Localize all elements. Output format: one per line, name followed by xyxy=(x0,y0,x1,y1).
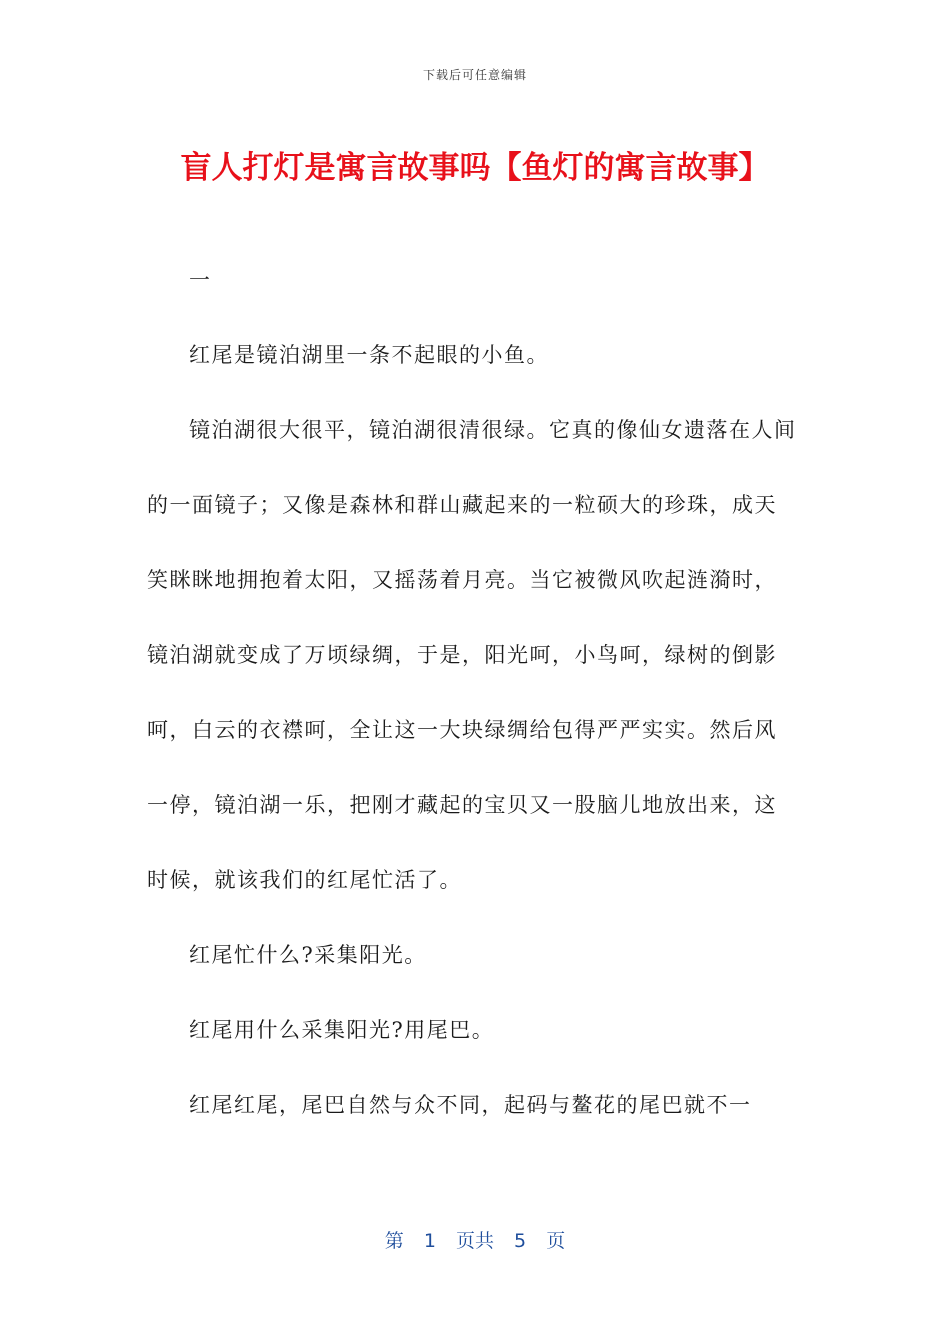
footer-prefix: 第 xyxy=(384,1230,404,1252)
section-number: 一 xyxy=(189,268,212,292)
paragraph-1: 红尾是镜泊湖里一条不起眼的小鱼。 xyxy=(189,343,549,367)
footer-total-pages: 5 xyxy=(514,1230,527,1252)
footer-current-page: 1 xyxy=(423,1230,436,1252)
document-title: 盲人打灯是寓言故事吗【鱼灯的寓言故事】 xyxy=(180,150,770,186)
document-body xyxy=(147,262,797,1162)
paragraph-4: 红尾用什么采集阳光?用尾巴。 xyxy=(189,1018,495,1042)
page-footer xyxy=(0,1226,950,1253)
header-note: 下载后可任意编辑 xyxy=(422,68,527,82)
footer-middle: 页共 xyxy=(455,1230,494,1252)
footer-suffix: 页 xyxy=(546,1230,566,1252)
paragraph-3: 红尾忙什么?采集阳光。 xyxy=(189,943,427,967)
paragraph-2: 镜泊湖很大很平，镜泊湖很清很绿。它真的像仙女遗落在人间的一面镜子；又像是森林和群山藏起来的一粒硕大的珍珠，成天笑眯眯地拥抱着太阳，又摇荡着月亮。当它被微风吹起涟漪时，镜泊湖就变成了万顷绿绸，于是，阳光呵，小鸟呵，绿树的倒影呵，白云的衣襟呵，全让这一大块绿绸给包得严严实实。然后风一停，镜泊湖一乐，把刚才藏起的宝贝又一股脑儿地放出来，这时候，就该我们的红尾忙活了。 xyxy=(147,418,797,892)
paragraph-5: 红尾红尾，尾巴自然与众不同，起码与鳌花的尾巴就不一 xyxy=(189,1093,752,1117)
